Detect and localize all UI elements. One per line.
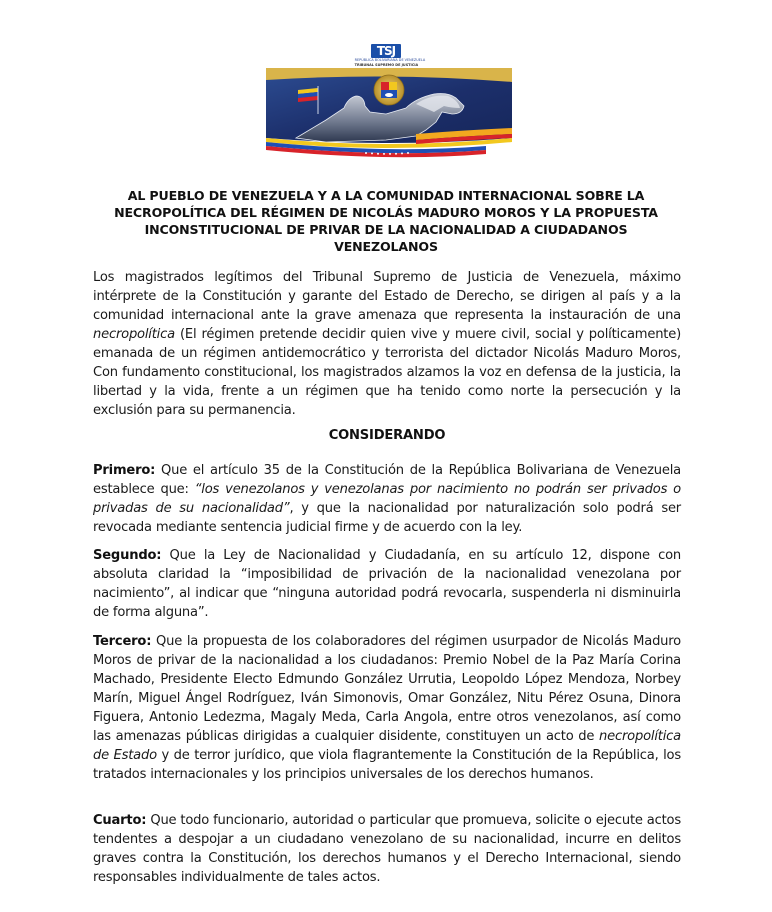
document-title bbox=[100, 187, 672, 255]
title-line: AL PUEBLO DE VENEZUELA Y A LA COMUNIDAD INTERNACIONAL SOBRE LA bbox=[127, 188, 645, 203]
primero-quote: “los venezolanos y venezolanas por nacimiento no podrán ser privados o privadas de su nacionalidad” bbox=[93, 482, 681, 516]
intro-paragraph bbox=[93, 268, 681, 420]
considerando-primero bbox=[93, 461, 681, 537]
bolivar-statue-banner-icon bbox=[266, 68, 512, 162]
header-banner-image bbox=[266, 68, 512, 162]
tercero-label: Tercero: bbox=[93, 634, 152, 649]
considerando-heading: CONSIDERANDO bbox=[328, 428, 446, 443]
logo-tribunal-text: TRIBUNAL SUPREMO DE JUSTICIA bbox=[354, 62, 419, 67]
tsj-logo bbox=[353, 44, 426, 68]
tsj-logo-mark: TSJ bbox=[371, 44, 401, 58]
intro-text-1: Los magistrados legítimos del Tribunal Supremo de Justicia de Venezuela, máximo intérprete de la Constitución y garante del Estado de Derecho, se dirigen al país y a la comunidad internacional ante la grave amenaza que representa la instauración de una bbox=[93, 270, 681, 323]
segundo-label: Segundo: bbox=[93, 548, 162, 563]
title-line: NECROPOLÍTICA DEL RÉGIMEN DE NICOLÁS MADURO MOROS Y LA PROPUESTA bbox=[114, 205, 658, 220]
tercero-italic: necropolítica de Estado bbox=[93, 729, 681, 763]
cuarto-text: Que todo funcionario, autoridad o particular que promueva, solicite o ejecute actos tendentes a despojar a un ciudadano venezolano de su nacionalidad, incurre en delitos graves contra la Constitución, los derechos humanos y el Derecho Internacional, siendo responsables individualmente de tales actos. bbox=[93, 813, 681, 885]
primero-label: Primero: bbox=[93, 463, 156, 478]
intro-text-2: (El régimen pretende decidir quien vive y muere civil, social y políticamente) emanada de un régimen antidemocrático y terrorista del dictador Nicolás Maduro Moros, Con fundamento constitucional, los magistrados alzamos la voz en defensa de la justicia, la libertad y la vida, frente a un régimen que ha tenido como norte la persecución y la exclusión para su permanencia. bbox=[93, 327, 681, 418]
considerando-segundo bbox=[93, 546, 681, 622]
tercero-text-2: y de terror jurídico, que viola flagrantemente la Constitución de la República, los tratados internacionales y los principios universales de los derechos humanos. bbox=[93, 748, 681, 782]
considerando-cuarto bbox=[93, 811, 681, 887]
considerando-tercero bbox=[93, 632, 681, 784]
logo-republic-text: REPÚBLICA BOLIVARIANA DE VENEZUELA bbox=[354, 58, 426, 62]
segundo-text: Que la Ley de Nacionalidad y Ciudadanía, en su artículo 12, dispone con absoluta claridad la “imposibilidad de privación de la nacionalidad venezolana por nacimiento”, al indicar que “ninguna autoridad podrá revocarla, suspenderla ni disminuirla de forma alguna”. bbox=[93, 548, 681, 620]
title-line: VENEZOLANOS bbox=[334, 239, 438, 254]
title-line: INCONSTITUCIONAL DE PRIVAR DE LA NACIONALIDAD A CIUDADANOS bbox=[144, 222, 628, 237]
cuarto-label: Cuarto: bbox=[93, 813, 147, 828]
primero-text-1: Que el artículo 35 de la Constitución de la República Bolivariana de Venezuela establece que: bbox=[93, 463, 681, 497]
intro-italic-necropolitica: necropolítica bbox=[93, 327, 175, 342]
primero-text-2: , y que la nacionalidad por naturalización solo podrá ser revocada mediante sentencia judicial firme y de acuerdo con la ley. bbox=[93, 501, 681, 535]
tercero-text-1: Que la propuesta de los colaboradores del régimen usurpador de Nicolás Maduro Moros de privar de la nacionalidad a los ciudadanos: Premio Nobel de la Paz María Corina Machado, Presidente Electo Edmundo González Urrutia, Leopoldo López Mendoza, Norbey Marín, Miguel Ángel Rodríguez, Iván Simonovis, Omar González, Nitu Pérez Osuna, Dinora Figuera, Antonio Ledezma, Magaly Meda, Carla Angola, entre otros venezolanos, así como las amenazas públicas dirigidas a cualquier disidente, constituyen un acto de bbox=[93, 634, 681, 744]
